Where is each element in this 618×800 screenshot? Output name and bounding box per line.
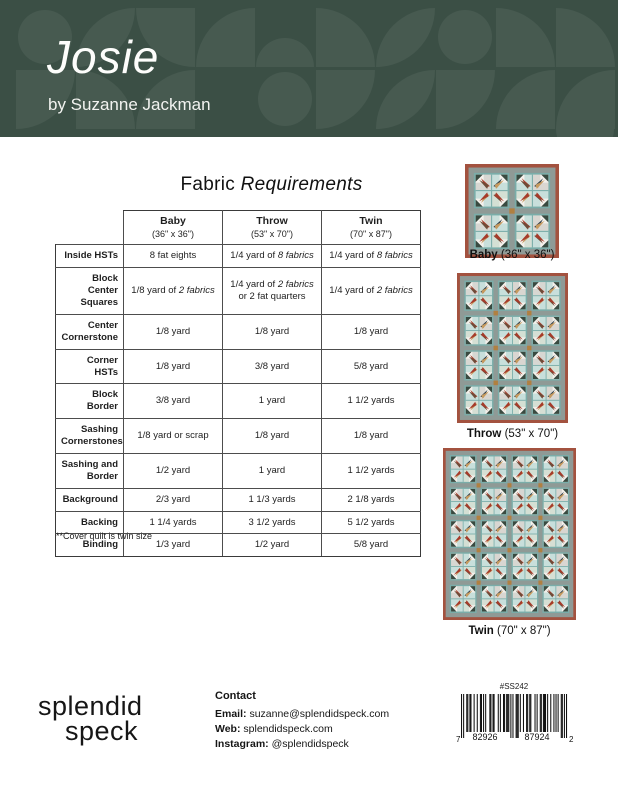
email-value: suzanne@splendidspeck.com <box>249 707 390 720</box>
brand-logo-line1: splendid <box>38 691 143 721</box>
table-cell: 1 1/4 yards <box>124 511 223 534</box>
pattern-title: Josie <box>47 31 160 83</box>
contact-block <box>215 689 389 753</box>
barcode-block <box>452 682 576 748</box>
table-cell: 1/4 yard of 8 fabrics <box>322 245 421 268</box>
instagram-label: Instagram: <box>215 738 269 751</box>
web-value: splendidspeck.com <box>243 723 333 736</box>
contact-heading: Contact <box>215 690 256 702</box>
table-cell: 1/8 yard of 2 fabrics <box>124 268 223 315</box>
table-cell: 1 1/3 yards <box>223 488 322 511</box>
row-label: Corner HSTs <box>56 349 124 384</box>
quilt-caption-throw: Throw (53" x 70") <box>466 428 559 440</box>
table-cell: 3/8 yard <box>223 349 322 384</box>
pattern-author: by Suzanne Jackman <box>48 95 211 114</box>
table-cell: 1/4 yard of 8 fabrics <box>223 245 322 268</box>
svg-text:7: 7 <box>456 735 461 744</box>
table-cell: 5/8 yard <box>322 534 421 557</box>
table-row <box>56 419 421 454</box>
row-label: Block Border <box>56 384 124 419</box>
table-cell: 5/8 yard <box>322 349 421 384</box>
table-cell: 1/8 yard <box>223 314 322 349</box>
svg-text:82926: 82926 <box>472 732 498 742</box>
brand-logo <box>38 691 143 746</box>
table-row <box>56 488 421 511</box>
instagram-value: @splendidspeck <box>271 738 349 751</box>
table-row <box>56 314 421 349</box>
table-cell: 8 fat eights <box>124 245 223 268</box>
quilt-caption-twin: Twin (70" x 87") <box>468 625 551 637</box>
table-row <box>56 384 421 419</box>
table-cell: 1/8 yard <box>124 314 223 349</box>
table-row <box>56 268 421 315</box>
svg-text:2: 2 <box>569 735 574 744</box>
table-corner-cell <box>56 211 124 245</box>
column-header-baby: Baby (36" x 36") <box>124 211 223 245</box>
table-cell: 3 1/2 yards <box>223 511 322 534</box>
table-row <box>56 349 421 384</box>
row-label: Background <box>56 488 124 511</box>
table-cell: 1 1/2 yards <box>322 384 421 419</box>
table-cell: 2/3 yard <box>124 488 223 511</box>
column-header-twin: Twin (70" x 87") <box>322 211 421 245</box>
quilt-image-throw <box>457 273 568 423</box>
upc-barcode <box>453 692 575 748</box>
table-cell: 1/2 yard <box>124 453 223 488</box>
contact-email-line <box>215 707 389 722</box>
table-cell: 1 yard <box>223 453 322 488</box>
contact-instagram-line <box>215 737 389 752</box>
table-cell: 1/8 yard or scrap <box>124 419 223 454</box>
contact-web-line <box>215 722 389 737</box>
row-label: Block Center Squares <box>56 268 124 315</box>
table-cell: 1/8 yard <box>124 349 223 384</box>
row-label: Backing <box>56 511 124 534</box>
table-cell: 1/8 yard <box>223 419 322 454</box>
svg-text:87924: 87924 <box>524 732 550 742</box>
section-title <box>123 174 420 196</box>
table-row <box>56 453 421 488</box>
table-header <box>56 211 421 245</box>
table-cell: 1/4 yard of 2 fabrics <box>322 268 421 315</box>
cover-quilt-footnote: **Cover quilt is twin size <box>56 531 153 541</box>
table-cell: 1/8 yard <box>322 419 421 454</box>
section-title-regular: Fabric <box>180 174 236 195</box>
row-label: Binding <box>56 534 124 557</box>
table-cell: 3/8 yard <box>124 384 223 419</box>
row-label: Sashing Cornerstones <box>56 419 124 454</box>
web-label: Web: <box>215 723 241 736</box>
table-cell: 1/8 yard <box>322 314 421 349</box>
table-cell: 1 yard <box>223 384 322 419</box>
item-number: #SS242 <box>499 682 529 691</box>
row-label: Sashing and Border <box>56 453 124 488</box>
table-cell: 5 1/2 yards <box>322 511 421 534</box>
table-cell: 2 1/8 yards <box>322 488 421 511</box>
table-cell: 1/3 yard <box>124 534 223 557</box>
row-label: Center Cornerstone <box>56 314 124 349</box>
table-row <box>56 245 421 268</box>
table-cell: 1/4 yard of 2 fabrics or 2 fat quarters <box>223 268 322 315</box>
email-label: Email: <box>215 707 247 720</box>
table-cell: 1/2 yard <box>223 534 322 557</box>
table-cell: 1 1/2 yards <box>322 453 421 488</box>
fabric-requirements-table <box>55 210 421 557</box>
header-banner <box>0 0 618 137</box>
row-label: Inside HSTs <box>56 245 124 268</box>
quilt-image-baby <box>465 164 559 258</box>
quilt-caption-baby: Baby (36" x 36") <box>469 249 555 261</box>
table-body <box>56 245 421 557</box>
brand-logo-line2: speck <box>65 715 139 746</box>
column-header-throw: Throw (53" x 70") <box>223 211 322 245</box>
quilt-image-twin <box>443 448 576 620</box>
section-title-italic: Requirements <box>240 174 363 195</box>
